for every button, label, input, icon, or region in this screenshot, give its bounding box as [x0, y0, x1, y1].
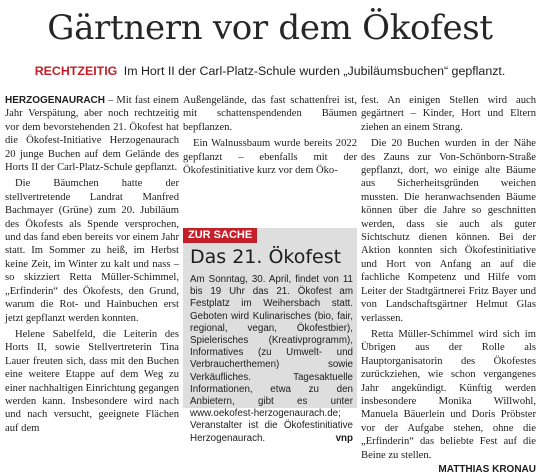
paragraph [5, 94, 179, 174]
paragraph: Retta Müller-Schimmel wird sich im Übrigen aus der Rolle als Hauptorganisatorin des Ökofestes zurückziehen, wie schon vergangenes Jahr angekündigt. Künftig werden insbesondere Monika Willwohl, Manuela Bäuerlein und Doris Pröbster vor der Aufgabe stehen, ohne die „Erfinderin“ das beliebte Fest auf die Beine zu stellen. [361, 328, 536, 461]
headline: Gärtnern vor dem Ökofest [47, 8, 493, 48]
paragraph: Außengelände, das fast schattenfrei ist, mit schattenspendenden Bäumen bepflanzen. [183, 95, 357, 133]
info-box-text [190, 274, 353, 445]
column-2 [183, 94, 357, 184]
column-3 [361, 94, 536, 475]
paragraph: Helene Sabelfeld, die Leiterin des Horts II, sowie Stellvertreterin Tina Lauer freuten sich, dass mit den Buchen eine weitere Etappe auf dem Weg zu einer nachhaltigen Einrichtung gegangen werden kann. Insbesondere wird nach und nach versucht, geeignete Flächen auf dem [5, 328, 179, 434]
info-box-signature: vnp [335, 432, 353, 444]
subheadline: Im Hort II der Carl-Platz-Schule wurden „Jubiläumsbuchen“ gepflanzt. [123, 64, 506, 78]
column-1 [5, 94, 179, 448]
dateline: HERZOGENAURACH [5, 95, 105, 106]
info-box-tag: ZUR SACHE [183, 228, 257, 243]
paragraph: fest. An einigen Stellen wird auch gegärtnert – Kinder, Hort und Eltern ziehen an einem Strang. [361, 95, 536, 133]
paragraph: Die 20 Buchen wurden in der Nähe des Zauns zur Von-Schönborn-Straße gepflanzt, dort, wo einige alte Bäume aus Sicherheitsgründen weichen mussten. Die heranwachsenden Bäume können über die Jahre so geschnitten werden, dass sie auch als guter Sichtschutz dienen können. Bei der Aktion konnten sich Ökofestinitiative und Hort von Anfang an auf die fachliche Kompetenz und Hilfe vom Leiter der Stadtgärtnerei Fritz Bayer und von Landschaftsgärtner Helmut Glas verlassen. [361, 138, 536, 324]
byline: MATTHIAS KRONAU [438, 463, 536, 475]
lead-text: – Mit fast einem Jahr Verspätung, aber noch rechtzeitig vor dem bevorstehenden 21. Ökofest hat die Ökofest-Initiative Herzogenaurach 20 junge Buchen auf dem Gelände des Horts II der Carl-Platz-Schule gepflanzt. [5, 95, 179, 174]
info-box [183, 228, 357, 444]
paragraph: Die Bäumchen hatte der stellvertretende Landrat Manfred Bachmayer (Grüne) zum 20. Jubiläum des Ökofests als Spende versprochen, und das fand eben bereits vor einem Jahr statt. Im Sommer zu heiß, im Herbst keine Zeit, im Winter zu kalt und nass – so skizziert Retta Müller-Schimmel, „Erfinderin“ des Ökofests, den Grund, warum die Rot- und Hainbuchen erst jetzt gepflanzt werden konnten. [5, 178, 179, 324]
kicker: RECHTZEITIG [34, 64, 118, 78]
info-box-title: Das 21. Ökofest [190, 246, 342, 268]
paragraph: Ein Walnussbaum wurde bereits 2022 gepflanzt – ebenfalls mit der Ökofestinitiative kurz vor dem Öko- [183, 138, 357, 177]
info-box-body: Am Sonntag, 30. April, findet von 11 bis 19 Uhr das 21. Ökofest am Festplatz im Weihersbach statt. Geboten wird Kulinarisches (bio, fair, regional, vegan, Ökofestbier), Spielerisches (Kreativprogramm), Informatives (zu Umwelt- und Verbraucherthemen) sowie Verkäufliches. Tagesaktuelle Informationen, etwa zu den Anbietern, gibt es unter www.oekofest-herzogenaurach.de; Veranstalter ist die Ökofestinitiative Herzogenaurach. [190, 274, 353, 444]
subheadline-row [0, 60, 540, 82]
